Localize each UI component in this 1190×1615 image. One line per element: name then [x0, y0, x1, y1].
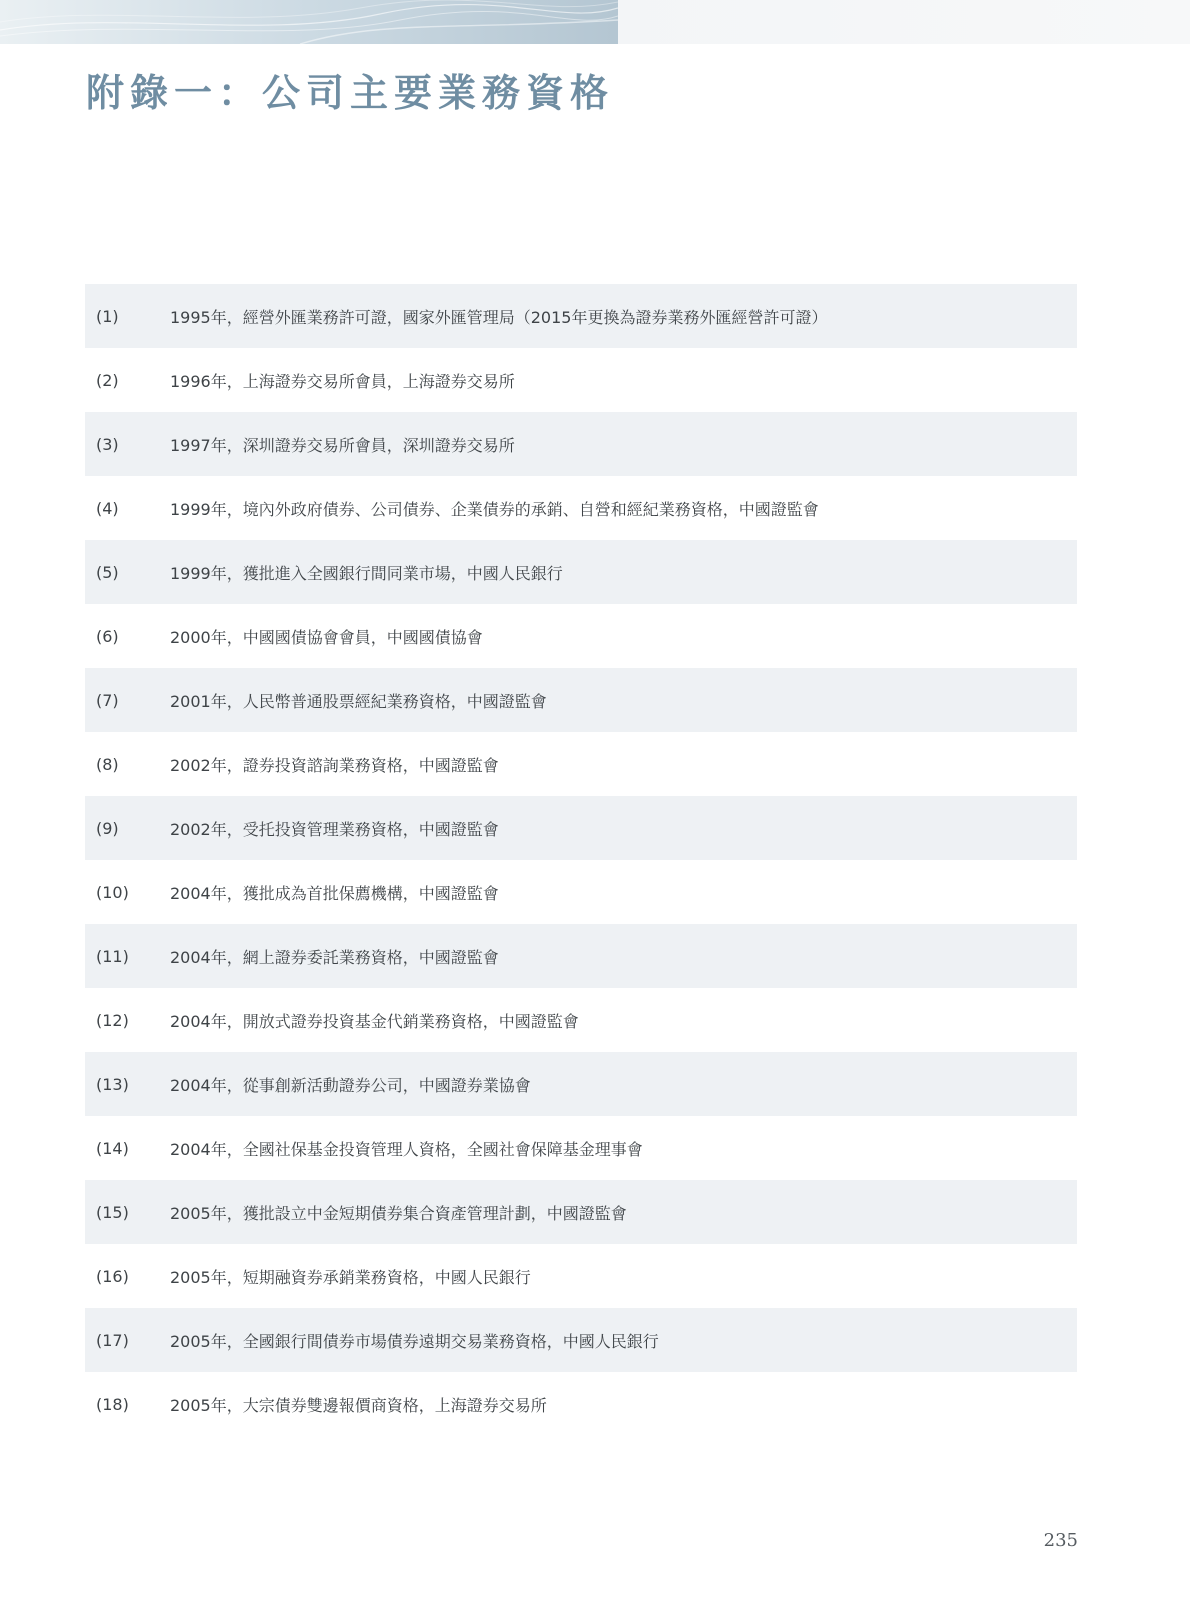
item-text: 2000年，中國國債協會會員，中國國債協會 — [170, 627, 483, 647]
list-item — [85, 540, 1077, 604]
list-item — [85, 1116, 1077, 1180]
list-item — [85, 1308, 1077, 1372]
item-text: 2005年，短期融資券承銷業務資格，中國人民銀行 — [170, 1267, 531, 1287]
item-number: (15) — [96, 1202, 129, 1222]
item-text: 2005年，獲批設立中金短期債券集合資產管理計劃，中國證監會 — [170, 1203, 627, 1223]
item-text: 1996年，上海證券交易所會員，上海證券交易所 — [170, 371, 515, 391]
item-text: 1999年，境內外政府債券、公司債券、企業債券的承銷、自營和經紀業務資格，中國證監會 — [170, 499, 819, 519]
item-number: (2) — [96, 370, 119, 390]
item-number: (10) — [96, 882, 129, 902]
list-item — [85, 1372, 1077, 1436]
item-text: 1995年，經營外匯業務許可證，國家外匯管理局（2015年更換為證券業務外匯經營許可證） — [170, 307, 828, 327]
item-number: (3) — [96, 434, 119, 454]
item-number: (8) — [96, 754, 119, 774]
item-number: (6) — [96, 626, 119, 646]
item-text: 2004年，全國社保基金投資管理人資格，全國社會保障基金理事會 — [170, 1139, 643, 1159]
item-number: (11) — [96, 946, 129, 966]
list-item — [85, 796, 1077, 860]
page-title: 附錄一：公司主要業務資格 — [86, 70, 615, 115]
list-item — [85, 668, 1077, 732]
list-item — [85, 1052, 1077, 1116]
item-number: (5) — [96, 562, 119, 582]
item-number: (12) — [96, 1010, 129, 1030]
item-number: (14) — [96, 1138, 129, 1158]
item-text: 1999年，獲批進入全國銀行間同業市場，中國人民銀行 — [170, 563, 563, 583]
item-number: (17) — [96, 1330, 129, 1350]
item-number: (7) — [96, 690, 119, 710]
item-text: 1997年，深圳證券交易所會員，深圳證券交易所 — [170, 435, 515, 455]
list-item — [85, 924, 1077, 988]
top-banner — [0, 0, 1190, 44]
item-number: (13) — [96, 1074, 129, 1094]
item-number: (16) — [96, 1266, 129, 1286]
list-item — [85, 412, 1077, 476]
list-item — [85, 860, 1077, 924]
qualification-list — [85, 284, 1077, 1436]
item-text: 2002年，受托投資管理業務資格，中國證監會 — [170, 819, 499, 839]
item-text: 2005年，大宗債券雙邊報價商資格，上海證券交易所 — [170, 1395, 547, 1415]
list-item — [85, 348, 1077, 412]
item-text: 2004年，開放式證券投資基金代銷業務資格，中國證監會 — [170, 1011, 579, 1031]
wave-decoration-graphic — [0, 0, 618, 44]
list-item — [85, 1180, 1077, 1244]
list-item — [85, 1244, 1077, 1308]
item-text: 2002年，證券投資諮詢業務資格，中國證監會 — [170, 755, 499, 775]
list-item — [85, 732, 1077, 796]
item-number: (4) — [96, 498, 119, 518]
item-text: 2004年，獲批成為首批保薦機構，中國證監會 — [170, 883, 499, 903]
item-text: 2004年，從事創新活動證券公司，中國證券業協會 — [170, 1075, 531, 1095]
item-text: 2004年，網上證券委託業務資格，中國證監會 — [170, 947, 499, 967]
item-text: 2001年，人民幣普通股票經紀業務資格，中國證監會 — [170, 691, 547, 711]
item-text: 2005年，全國銀行間債券市場債券遠期交易業務資格，中國人民銀行 — [170, 1331, 659, 1351]
item-number: (18) — [96, 1394, 129, 1414]
list-item — [85, 988, 1077, 1052]
item-number: (1) — [96, 306, 119, 326]
item-number: (9) — [96, 818, 119, 838]
page-number: 235 — [1043, 1530, 1078, 1551]
list-item — [85, 604, 1077, 668]
list-item — [85, 284, 1077, 348]
list-item — [85, 476, 1077, 540]
